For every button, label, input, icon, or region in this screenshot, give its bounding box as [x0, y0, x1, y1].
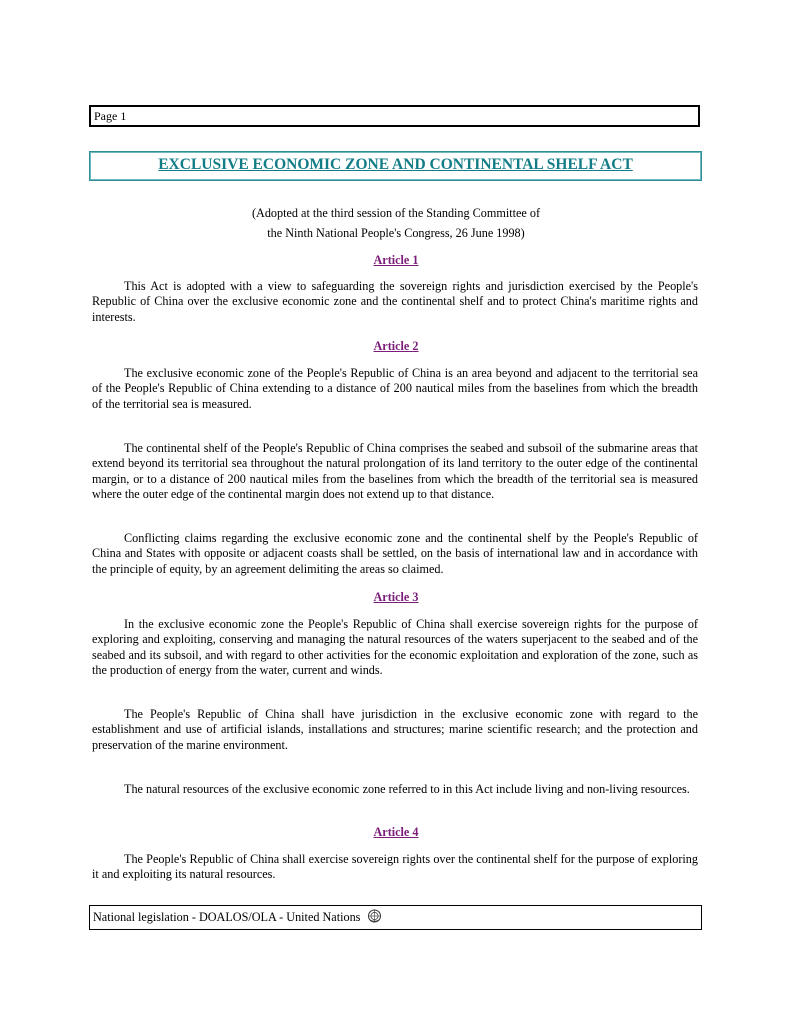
paragraph-text: The People's Republic of China shall exercise sovereign rights over the continental shelf for the purpose of exploring it and exploiting its natural resources. — [92, 852, 698, 882]
paragraph-text: The exclusive economic zone of the People's Republic of China is an area beyond and adjacent to the territorial sea of the People's Republic of China extending to a distance of 200 nautical miles from the baselines from which the breadth of the territorial sea is measured. — [92, 366, 698, 411]
adoption-note — [92, 203, 700, 243]
paragraph — [92, 707, 698, 753]
un-emblem-icon — [367, 908, 382, 930]
page-number: Page 1 — [94, 109, 127, 123]
title-box — [89, 151, 702, 181]
paragraph — [92, 441, 698, 503]
paragraph-text: This Act is adopted with a view to safeguarding the sovereign rights and jurisdiction exercised by the People's Republic of China over the exclusive economic zone and the continental shelf and to protect China's maritime rights and interests. — [92, 279, 698, 324]
article-2-heading: Article 2 — [373, 339, 419, 353]
paragraph — [92, 279, 698, 325]
paragraph-text: The continental shelf of the People's Republic of China comprises the seabed and subsoil of the submarine areas that extend beyond its territorial sea throughout the natural prolongation of its land territory to the outer edge of the continental margin, or to a distance of 200 nautical miles from the baselines from which the breadth of the territorial sea is measured where the outer edge of the continental margin does not extend up to that distance. — [92, 441, 698, 502]
footer-text: National legislation - DOALOS/OLA - United Nations — [93, 910, 361, 924]
article-4-heading: Article 4 — [373, 825, 419, 839]
document-title: EXCLUSIVE ECONOMIC ZONE AND CONTINENTAL SHELF ACT — [158, 156, 633, 173]
paragraph-text: The People's Republic of China shall have jurisdiction in the exclusive economic zone with regard to the establishment and use of artificial islands, installations and structures; marine scientific research; and the protection and preservation of the marine environment. — [92, 707, 698, 752]
paragraph — [92, 531, 698, 577]
paragraph — [92, 617, 698, 679]
paragraph-text: The natural resources of the exclusive economic zone referred to in this Act include living and non-living resources. — [124, 782, 690, 796]
paragraph-text: In the exclusive economic zone the People's Republic of China shall exercise sovereign rights for the purpose of exploring and exploiting, conserving and managing the natural resources of the waters superjacent to the seabed and of the seabed and its subsoil, and with regard to other activities for the economic exploitation and exploration of the zone, such as the production of energy from the water, current and winds. — [92, 617, 698, 678]
footer-box — [89, 905, 702, 930]
paragraph — [92, 782, 698, 797]
article-3-heading: Article 3 — [373, 590, 419, 604]
paragraph-text: Conflicting claims regarding the exclusive economic zone and the continental shelf by the People's Republic of China and States with opposite or adjacent coasts shall be settled, on the basis of international law and in accordance with the principle of equity, by an agreement delimiting the areas so claimed. — [92, 531, 698, 576]
adoption-note-line-1: (Adopted at the third session of the Standing Committee of — [251, 206, 541, 220]
paragraph — [92, 366, 698, 412]
adoption-note-line-2: the Ninth National People's Congress, 26 June 1998) — [267, 226, 525, 240]
article-1-heading: Article 1 — [373, 253, 419, 267]
paragraph — [92, 852, 698, 883]
page-number-box — [89, 105, 700, 127]
